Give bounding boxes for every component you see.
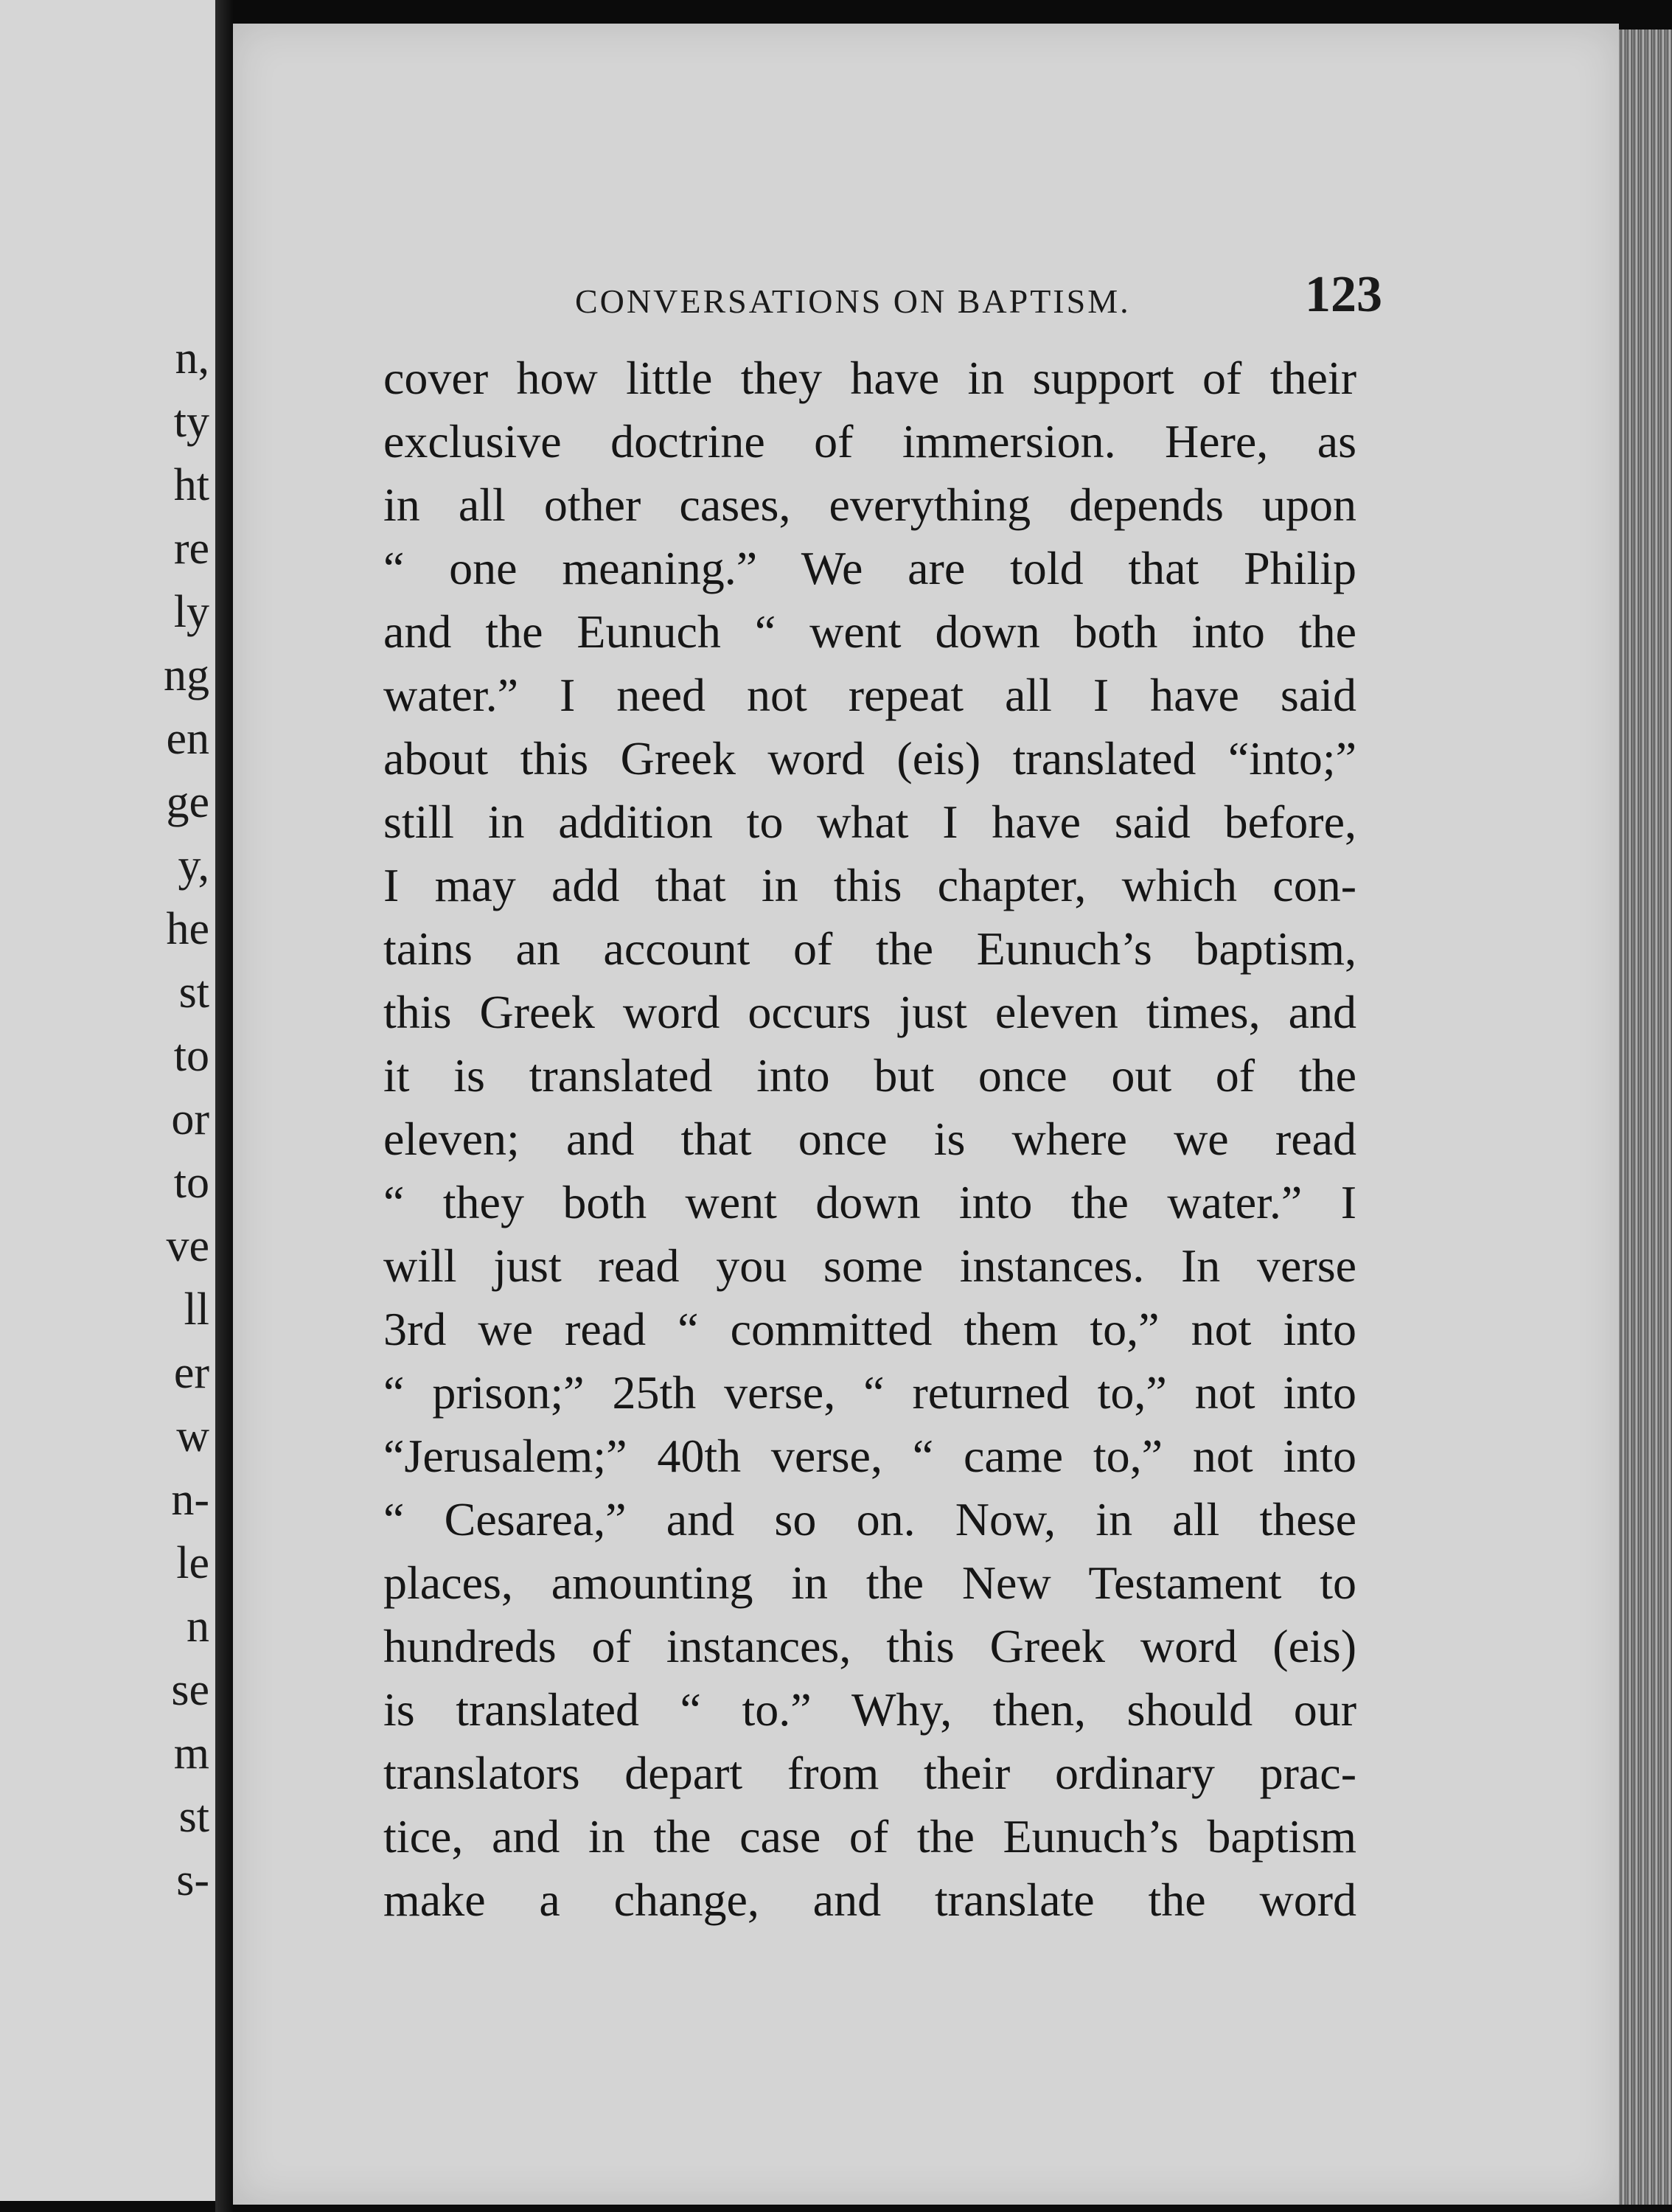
left-page-fragment: s-	[176, 1855, 209, 1905]
left-page-fragment: or	[171, 1094, 209, 1144]
left-page-fragment: ly	[173, 587, 209, 637]
text-line: “ one meaning.” We are told that Philip	[383, 542, 1356, 594]
left-page-fragment: le	[176, 1538, 209, 1588]
left-page-fragment: ng	[164, 650, 209, 700]
left-page-fragment: se	[171, 1665, 209, 1715]
text-line: still in addition to what I have said before,	[383, 796, 1356, 848]
left-page-fragment: y,	[178, 841, 209, 891]
text-line: “Jerusalem;” 40th verse, “ came to,” not into	[383, 1430, 1356, 1482]
text-line: tains an account of the Eunuch’s baptism,	[383, 922, 1356, 975]
left-page-fragment: m	[173, 1728, 209, 1778]
left-page-fragment: w	[176, 1411, 209, 1461]
left-page-fragment: ge	[166, 777, 209, 827]
text-line: make a change, and translate the word	[383, 1874, 1356, 1926]
left-page-fragment: en	[166, 714, 209, 764]
text-line: tice, and in the case of the Eunuch’s baptism	[383, 1810, 1356, 1863]
left-page	[0, 0, 220, 2201]
text-line: and the Eunuch “ went down both into the	[383, 605, 1356, 658]
text-line: about this Greek word (eis) translated “into;”	[383, 732, 1356, 785]
left-page-fragment: he	[166, 904, 209, 954]
left-page-fragment: er	[173, 1348, 209, 1398]
text-line: is translated “ to.” Why, then, should our	[383, 1683, 1356, 1736]
page-number: 123	[1305, 266, 1382, 323]
text-line: cover how little they have in support of their	[383, 352, 1356, 404]
left-page-fragment: n,	[175, 333, 209, 383]
left-page-fragment: re	[173, 524, 209, 574]
left-page-fragment: n	[187, 1601, 209, 1652]
text-line: places, amounting in the New Testament to	[383, 1557, 1356, 1609]
left-page-fragment: to	[173, 1031, 209, 1081]
left-page-fragment: ll	[184, 1284, 209, 1335]
left-page-fragment: n-	[171, 1475, 209, 1525]
body-text	[383, 347, 1356, 1932]
text-line: “ prison;” 25th verse, “ returned to,” not into	[383, 1366, 1356, 1419]
page-edges	[1619, 29, 1672, 2205]
book-gutter	[215, 0, 233, 2212]
left-page-fragment: ve	[166, 1221, 209, 1271]
text-line: eleven; and that once is where we read	[383, 1113, 1356, 1165]
left-page-fragment: to	[173, 1158, 209, 1208]
text-line: “ they both went down into the water.” I	[383, 1176, 1356, 1228]
running-head	[575, 265, 1382, 332]
text-line: in all other cases, everything depends upon	[383, 479, 1356, 531]
text-line: “ Cesarea,” and so on. Now, in all these	[383, 1493, 1356, 1545]
running-title: CONVERSATIONS ON BAPTISM.	[575, 282, 1131, 320]
left-page-fragment: st	[178, 967, 209, 1018]
text-line: 3rd we read “ committed them to,” not into	[383, 1303, 1356, 1355]
text-line: this Greek word occurs just eleven times, and	[383, 986, 1356, 1038]
text-line: exclusive doctrine of immersion. Here, as	[383, 415, 1356, 467]
text-line: will just read you some instances. In verse	[383, 1239, 1356, 1292]
text-line: translators depart from their ordinary prac-	[383, 1747, 1356, 1799]
left-page-fragment: ht	[173, 460, 209, 510]
left-page-fragment: ty	[173, 397, 209, 447]
text-line: it is translated into but once out of the	[383, 1049, 1356, 1102]
text-line: water.” I need not repeat all I have said	[383, 669, 1356, 721]
left-page-fragment: st	[178, 1792, 209, 1842]
text-line: I may add that in this chapter, which con-	[383, 859, 1356, 911]
text-line: hundreds of instances, this Greek word (eis)	[383, 1620, 1356, 1672]
